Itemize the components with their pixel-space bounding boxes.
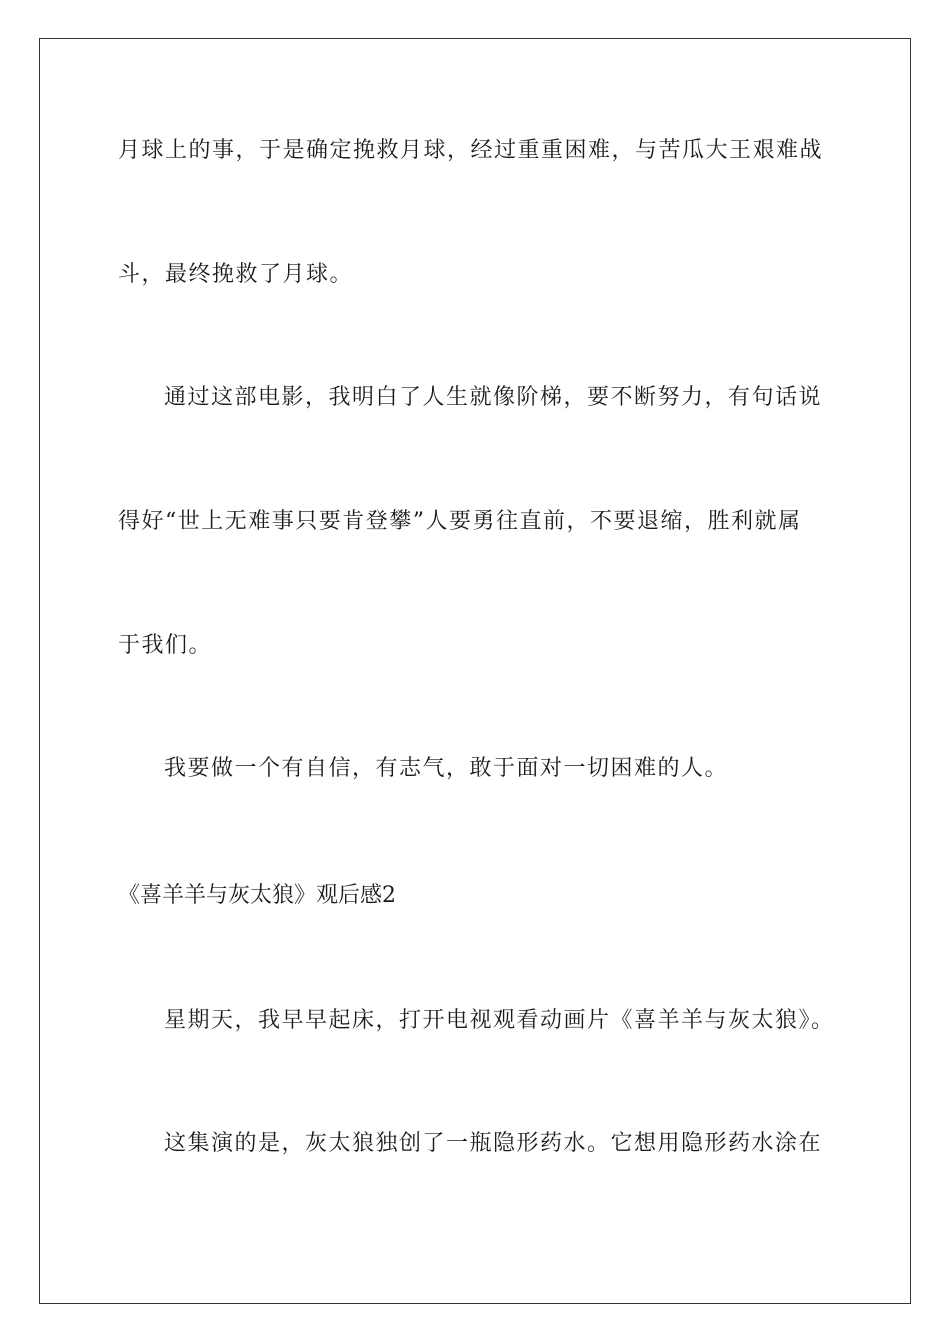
page-border: [39, 38, 911, 1304]
text-line-1: 月球上的事，于是确定挽救月球，经过重重困难，与苦瓜大王艰难战: [118, 138, 824, 163]
text-line-3: 通过这部电影，我明白了人生就像阶梯，要不断努力，有句话说: [164, 385, 823, 410]
text-line-5: 于我们。: [118, 633, 213, 658]
text-line-2: 斗，最终挽救了月球。: [118, 262, 354, 287]
text-line-8: 星期天，我早早起床，打开电视观看动画片《喜羊羊与灰太狼》。: [164, 1008, 835, 1033]
text-line-6: 我要做一个有自信，有志气，敢于面对一切困难的人。: [164, 756, 729, 781]
text-line-9: 这集演的是，灰太狼独创了一瓶隐形药水。它想用隐形药水涂在: [164, 1131, 823, 1156]
section-heading: 《喜羊羊与灰太狼》观后感2: [118, 883, 396, 908]
text-line-4: 得好“世上无难事只要肯登攀”人要勇往直前，不要退缩，胜利就属: [118, 509, 802, 534]
